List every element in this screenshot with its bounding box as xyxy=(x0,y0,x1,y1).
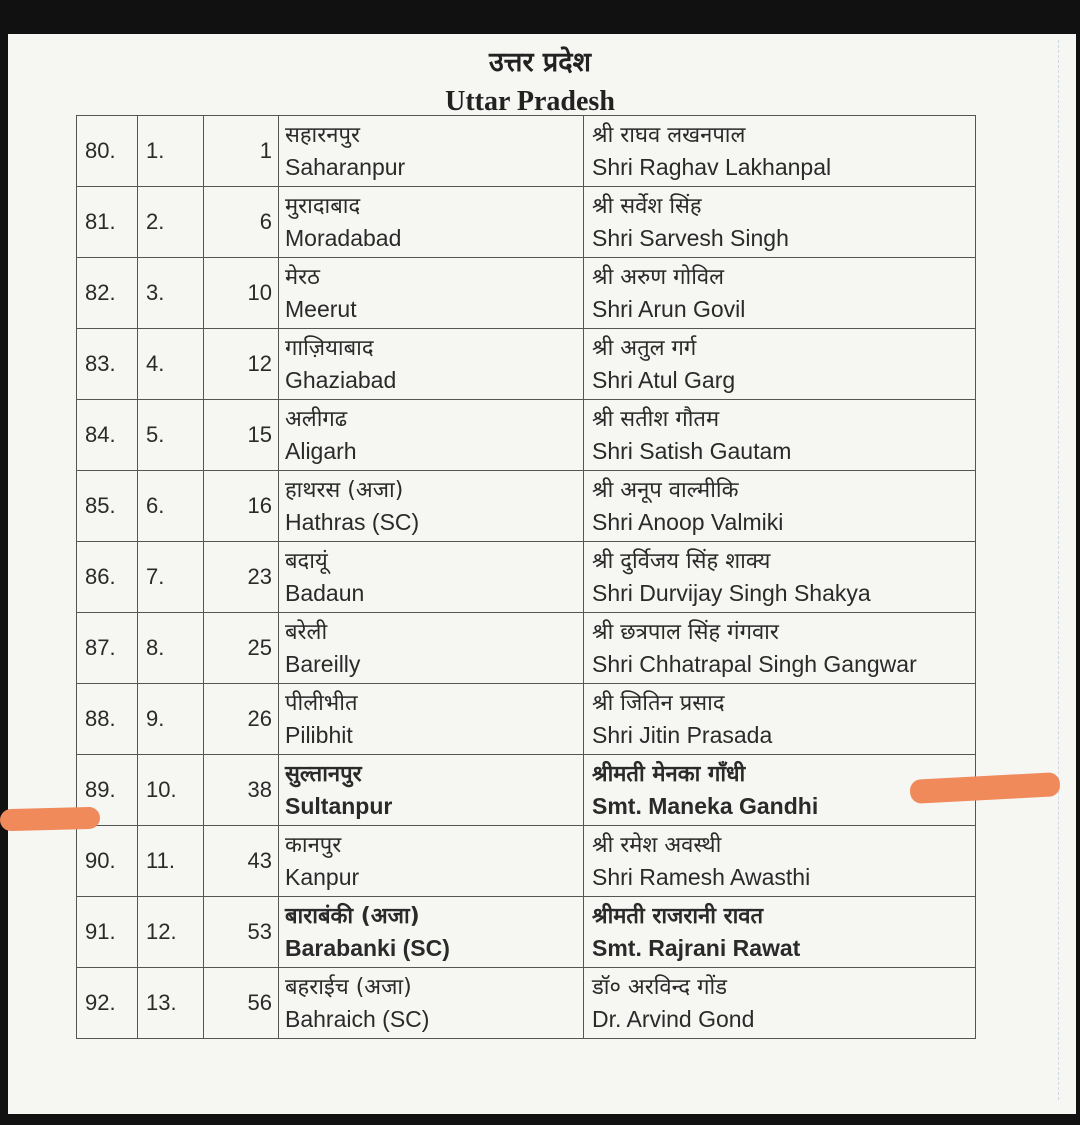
row-constituency xyxy=(279,400,584,471)
candidate-english: Shri Durvijay Singh Shakya xyxy=(592,580,871,606)
page-edge-divider xyxy=(1058,40,1060,1100)
candidate-table xyxy=(76,115,976,1039)
row-candidate xyxy=(584,187,976,258)
constituency-english: Moradabad xyxy=(285,225,402,251)
row-party-serial: 12. xyxy=(138,897,204,968)
constituency-english: Meerut xyxy=(285,296,357,322)
row-serial: 90. xyxy=(77,826,138,897)
constituency-hindi: बहराईच (अजा) xyxy=(285,975,412,1000)
row-candidate xyxy=(584,329,976,400)
row-constituency xyxy=(279,187,584,258)
table-row xyxy=(77,684,976,755)
candidate-hindi: श्री दुर्विजय सिंह शाक्य xyxy=(592,549,771,574)
row-constituency xyxy=(279,258,584,329)
table-row xyxy=(77,826,976,897)
candidate-english: Dr. Arvind Gond xyxy=(592,1006,755,1032)
row-constituency-number: 38 xyxy=(204,755,279,826)
table-row xyxy=(77,400,976,471)
table-row xyxy=(77,329,976,400)
candidate-table-body xyxy=(77,116,976,1039)
row-party-serial: 5. xyxy=(138,400,204,471)
row-constituency-number: 16 xyxy=(204,471,279,542)
constituency-hindi: बदायूं xyxy=(285,549,328,574)
screen-bottom-bar xyxy=(0,1114,1080,1125)
row-serial: 85. xyxy=(77,471,138,542)
row-serial: 84. xyxy=(77,400,138,471)
row-constituency xyxy=(279,897,584,968)
row-candidate xyxy=(584,968,976,1039)
constituency-hindi: मेरठ xyxy=(285,265,320,290)
row-candidate xyxy=(584,471,976,542)
row-serial: 87. xyxy=(77,613,138,684)
constituency-hindi: मुरादाबाद xyxy=(285,194,361,219)
table-row xyxy=(77,542,976,613)
constituency-hindi: पीलीभीत xyxy=(285,691,358,716)
candidate-hindi: श्री जितिन प्रसाद xyxy=(592,691,725,716)
row-constituency-number: 12 xyxy=(204,329,279,400)
row-constituency xyxy=(279,542,584,613)
row-party-serial: 3. xyxy=(138,258,204,329)
constituency-english: Hathras (SC) xyxy=(285,509,420,535)
row-constituency-number: 26 xyxy=(204,684,279,755)
state-title-hindi: उत्तर प्रदेश xyxy=(489,47,591,78)
highlight-marker-left xyxy=(0,807,100,832)
row-constituency-number: 25 xyxy=(204,613,279,684)
candidate-english: Shri Satish Gautam xyxy=(592,438,792,464)
row-candidate xyxy=(584,542,976,613)
candidate-hindi: श्री सतीश गौतम xyxy=(592,407,720,432)
row-constituency-number: 6 xyxy=(204,187,279,258)
candidate-english: Smt. Rajrani Rawat xyxy=(592,935,801,961)
row-constituency xyxy=(279,968,584,1039)
row-candidate xyxy=(584,400,976,471)
constituency-english: Sultanpur xyxy=(285,793,393,819)
candidate-hindi: श्रीमती मेनका गाँधी xyxy=(592,762,746,787)
row-party-serial: 2. xyxy=(138,187,204,258)
table-row xyxy=(77,897,976,968)
candidate-english: Smt. Maneka Gandhi xyxy=(592,793,819,819)
row-candidate xyxy=(584,258,976,329)
constituency-english: Ghaziabad xyxy=(285,367,397,393)
row-constituency xyxy=(279,116,584,187)
state-title-english: Uttar Pradesh xyxy=(445,86,615,117)
candidate-hindi: श्री अनूप वाल्मीकि xyxy=(592,478,739,503)
row-constituency-number: 15 xyxy=(204,400,279,471)
table-row xyxy=(77,968,976,1039)
row-serial: 91. xyxy=(77,897,138,968)
candidate-english: Shri Raghav Lakhanpal xyxy=(592,154,832,180)
constituency-english: Saharanpur xyxy=(285,154,406,180)
candidate-english: Shri Ramesh Awasthi xyxy=(592,864,811,890)
row-serial: 89. xyxy=(77,755,138,826)
constituency-english: Badaun xyxy=(285,580,365,606)
candidate-english: Shri Arun Govil xyxy=(592,296,746,322)
row-constituency xyxy=(279,613,584,684)
candidate-english: Shri Anoop Valmiki xyxy=(592,509,784,535)
candidate-english: Shri Jitin Prasada xyxy=(592,722,773,748)
constituency-english: Barabanki (SC) xyxy=(285,935,450,961)
row-constituency-number: 10 xyxy=(204,258,279,329)
candidate-english: Shri Sarvesh Singh xyxy=(592,225,789,251)
table-row xyxy=(77,613,976,684)
row-party-serial: 11. xyxy=(138,826,204,897)
row-serial: 86. xyxy=(77,542,138,613)
row-constituency xyxy=(279,826,584,897)
row-candidate xyxy=(584,116,976,187)
candidate-hindi: डॉ० अरविन्द गोंड xyxy=(592,975,727,1000)
table-row xyxy=(77,471,976,542)
candidate-hindi: श्री छत्रपाल सिंह गंगवार xyxy=(592,620,779,645)
constituency-hindi: अलीगढ xyxy=(285,407,348,432)
table-row xyxy=(77,755,976,826)
row-constituency-number: 43 xyxy=(204,826,279,897)
table-row xyxy=(77,187,976,258)
constituency-english: Bareilly xyxy=(285,651,361,677)
row-serial: 82. xyxy=(77,258,138,329)
candidate-english: Shri Atul Garg xyxy=(592,367,736,393)
row-party-serial: 4. xyxy=(138,329,204,400)
row-serial: 83. xyxy=(77,329,138,400)
row-serial: 80. xyxy=(77,116,138,187)
row-party-serial: 13. xyxy=(138,968,204,1039)
candidate-hindi: श्री राघव लखनपाल xyxy=(592,123,746,148)
row-party-serial: 10. xyxy=(138,755,204,826)
row-candidate xyxy=(584,613,976,684)
constituency-english: Aligarh xyxy=(285,438,357,464)
row-constituency xyxy=(279,755,584,826)
constituency-hindi: बरेली xyxy=(285,620,328,645)
row-party-serial: 6. xyxy=(138,471,204,542)
table-row xyxy=(77,116,976,187)
row-party-serial: 1. xyxy=(138,116,204,187)
constituency-english: Pilibhit xyxy=(285,722,353,748)
row-serial: 81. xyxy=(77,187,138,258)
row-constituency-number: 53 xyxy=(204,897,279,968)
row-party-serial: 9. xyxy=(138,684,204,755)
row-constituency-number: 56 xyxy=(204,968,279,1039)
row-candidate xyxy=(584,684,976,755)
candidate-hindi: श्री रमेश अवस्थी xyxy=(592,833,722,858)
row-constituency-number: 23 xyxy=(204,542,279,613)
row-candidate xyxy=(584,826,976,897)
table-row xyxy=(77,258,976,329)
row-constituency xyxy=(279,471,584,542)
constituency-english: Bahraich (SC) xyxy=(285,1006,430,1032)
candidate-hindi: श्री अतुल गर्ग xyxy=(592,336,697,361)
candidate-hindi: श्रीमती राजरानी रावत xyxy=(592,904,764,929)
constituency-hindi: सुल्तानपुर xyxy=(285,762,362,787)
constituency-hindi: हाथरस (अजा) xyxy=(285,478,404,503)
row-candidate xyxy=(584,897,976,968)
constituency-hindi: गाज़ियाबाद xyxy=(285,336,374,361)
constituency-hindi: कानपुर xyxy=(285,833,342,858)
constituency-hindi: सहारनपुर xyxy=(285,123,360,148)
constituency-english: Kanpur xyxy=(285,864,360,890)
candidate-hindi: श्री सर्वेश सिंह xyxy=(592,194,702,219)
candidate-hindi: श्री अरुण गोविल xyxy=(592,265,725,290)
constituency-hindi: बाराबंकी (अजा) xyxy=(285,904,420,929)
row-constituency-number: 1 xyxy=(204,116,279,187)
row-constituency xyxy=(279,684,584,755)
row-constituency xyxy=(279,329,584,400)
row-party-serial: 7. xyxy=(138,542,204,613)
row-serial: 88. xyxy=(77,684,138,755)
candidate-english: Shri Chhatrapal Singh Gangwar xyxy=(592,651,917,677)
row-serial: 92. xyxy=(77,968,138,1039)
row-party-serial: 8. xyxy=(138,613,204,684)
